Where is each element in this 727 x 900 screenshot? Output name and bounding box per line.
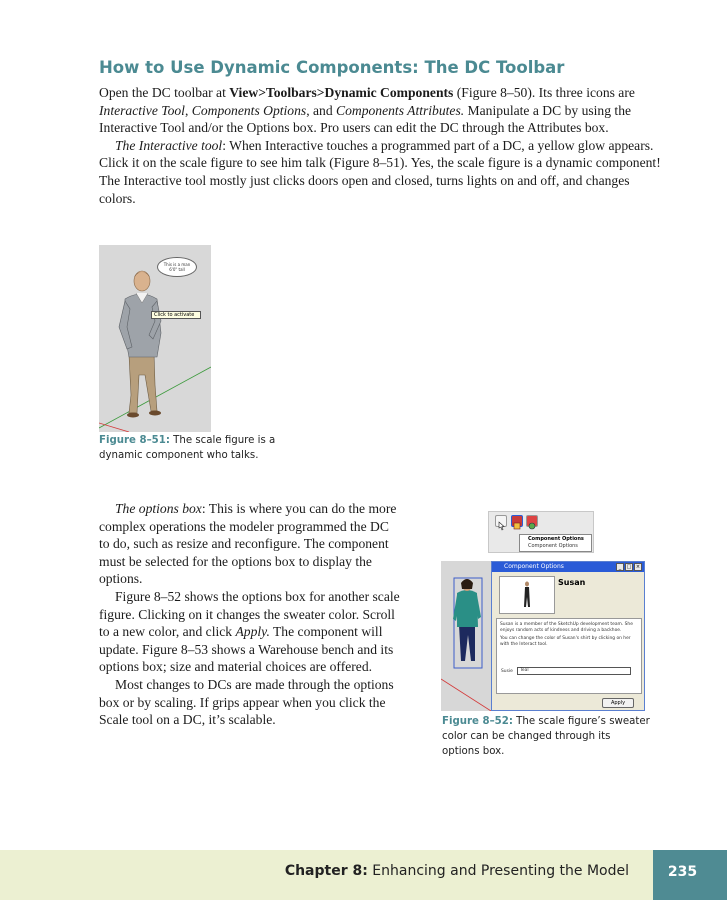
menu-path: View>Toolbars>Dynamic Components	[229, 85, 454, 100]
component-options-icon[interactable]	[511, 515, 523, 527]
activate-tooltip: Click to activate	[151, 311, 201, 319]
figure-8-52-image	[441, 561, 645, 711]
close-icon[interactable]: ×	[635, 564, 641, 570]
speech-bubble: This is a man 6'0" tall	[157, 257, 197, 277]
intro-paragraph-2: The Interactive tool: When Interactive touches a programmed part of a DC, a yellow glow appears. Click it on the scale figure to see him talk (Figure 8–51). Yes, the scale figure is a dynamic component! The Interactive tool mostly just clicks doors open and closed, turns lights on and off, and changes colors.	[99, 137, 661, 206]
component-name: Susan	[558, 578, 586, 587]
apply-button[interactable]: Apply	[602, 698, 634, 708]
figure-8-51-image	[99, 245, 211, 432]
options-tooltip: Component Options Component Options	[519, 534, 592, 552]
options-paragraph-1: The options box: This is where you can do the more	[115, 501, 397, 516]
minimize-icon[interactable]: _	[616, 563, 624, 571]
sweater-color-select[interactable]: Teal	[517, 667, 631, 675]
intro-text	[99, 84, 661, 207]
options-paragraph-3: Most changes to DCs are made through the options	[115, 676, 394, 692]
component-thumbnail	[499, 576, 555, 614]
component-attributes-icon[interactable]	[526, 515, 538, 527]
page-number-box	[653, 850, 727, 900]
figure-8-51-caption: Figure 8–51: The scale figure is a dynamic component who talks.	[99, 435, 276, 461]
options-text: The options box: This is where you can do the more complex operations the modeler programmed the DC to do, such as resize and reconfigure. The component must be selected for the options box to display the options. Figure 8–52 shows the options box for another scale figure. Clicking on it changes the sweater color. Scroll to a new color, and click Apply. The component will update. Figure 8–53 shows a Warehouse bench and its options box; size and material choices are offered. Most changes to DCs are made through the options box or by scaling. If grips appear when you click the Scale tool on a DC, it’s scalable.	[99, 500, 434, 729]
sweater-color-field: Susie Teal	[501, 667, 637, 676]
chapter-title: Chapter 8: Enhancing and Presenting the Model	[284, 863, 629, 879]
maximize-icon[interactable]: □	[626, 564, 632, 570]
options-paragraph-2: Figure 8–52 shows the options box for another scale	[115, 588, 400, 604]
interact-tool-icon[interactable]	[495, 515, 507, 527]
intro-paragraph-1: Open the DC toolbar at View>Toolbars>Dynamic Components (Figure 8–50). Its three icons are Interactive Tool, Components Options, and Components Attributes. Manipulate a DC by using the Interactive Tool and/or the Options box. Pro users can edit the DC through the Attributes box.	[99, 85, 635, 136]
figure-8-52-caption: Figure 8–52: The scale figure’s sweater color can be changed through its options box.	[442, 716, 650, 757]
section-heading: How to Use Dynamic Components: The DC Toolbar	[99, 58, 565, 77]
page-number: 235	[667, 864, 698, 880]
component-description-panel: Susan is a member of the SketchUp development team. She enjoys random acts of kindness and driving a backhoe. You can change the color of Susan's shirt by clicking on her with the Interact tool. Susie Teal	[496, 618, 642, 694]
component-options-dialog	[491, 561, 645, 711]
page-footer	[0, 850, 727, 900]
scale-figure-illustration	[99, 245, 211, 432]
dialog-title-bar: Component Options _ □ ×	[492, 562, 644, 572]
dc-toolbar	[488, 511, 594, 553]
